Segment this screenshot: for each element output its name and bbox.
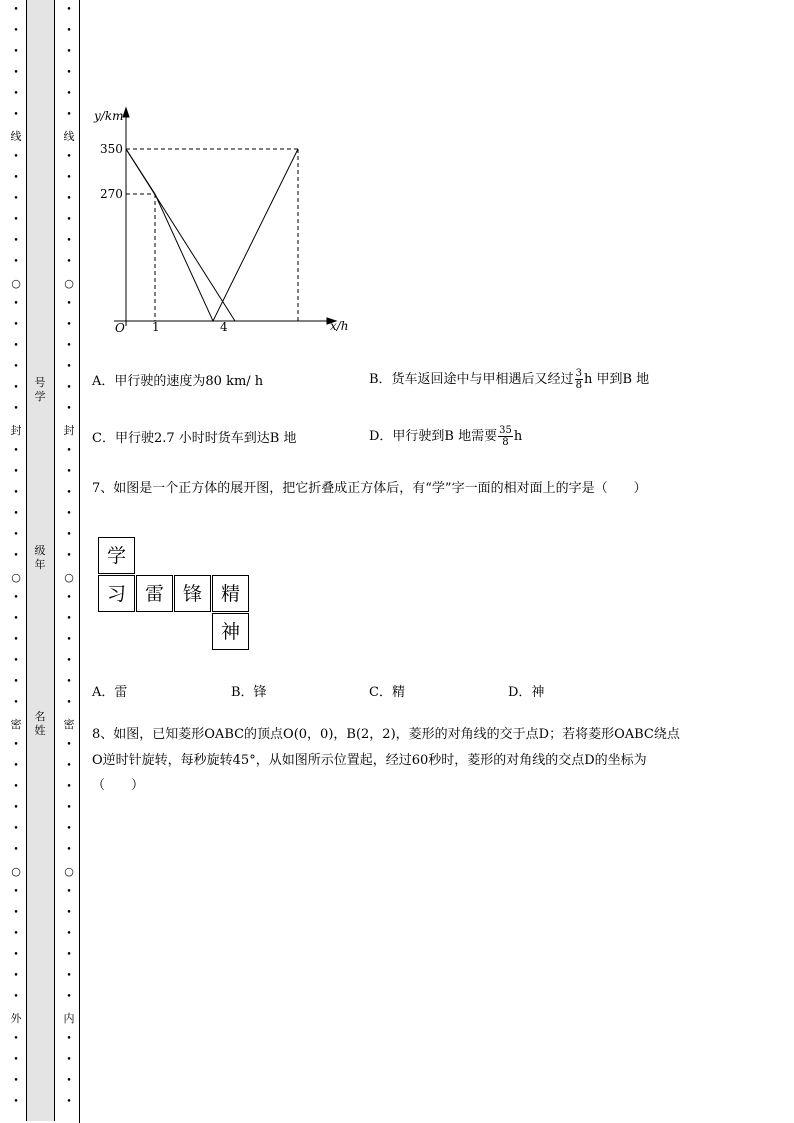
seal-dot: • bbox=[66, 677, 72, 687]
seal-dot: • bbox=[66, 26, 72, 36]
seal-dot: • bbox=[13, 530, 19, 540]
seal-dot: • bbox=[66, 992, 72, 1002]
seal-dot: • bbox=[13, 152, 19, 162]
q7-stem: 7、如图是一个正方体的展开图，把它折叠成正方体后，有“学”字一面的相对面上的字是（ ） bbox=[92, 481, 647, 496]
field-student-number: 号学 bbox=[34, 376, 46, 403]
seal-dot: • bbox=[66, 530, 72, 540]
q6-option-b bbox=[369, 368, 649, 391]
seal-dot: • bbox=[13, 299, 19, 309]
seal-dot: • bbox=[66, 215, 72, 225]
seal-dot: • bbox=[66, 299, 72, 309]
seal-dot: • bbox=[13, 362, 19, 372]
line-truck bbox=[126, 149, 298, 321]
cube-face-xue: 学 bbox=[98, 537, 135, 574]
seal-dot: • bbox=[13, 1097, 19, 1107]
q6-option-d-text: D．甲行驶到B 地需要 bbox=[369, 429, 498, 444]
seal-mark: 密 bbox=[63, 718, 75, 731]
cube-face-lei: 雷 bbox=[136, 575, 173, 612]
q6-option-b-fraction bbox=[575, 368, 583, 391]
seal-dot: • bbox=[13, 593, 19, 603]
y-tick-270: 270 bbox=[100, 187, 123, 201]
q6-option-d-numerator: 35 bbox=[499, 425, 512, 436]
seal-dot: • bbox=[66, 5, 72, 15]
seal-dot: • bbox=[66, 740, 72, 750]
seal-dot: • bbox=[66, 152, 72, 162]
seal-dot: • bbox=[13, 845, 19, 855]
seal-mark: ○ bbox=[11, 277, 21, 290]
seal-dot: • bbox=[13, 509, 19, 519]
seal-dot: • bbox=[66, 1097, 72, 1107]
seal-dot: • bbox=[13, 404, 19, 414]
seal-dot: • bbox=[66, 656, 72, 666]
seal-dot: • bbox=[66, 635, 72, 645]
q6-option-c: C．甲行驶2.7 小时时货车到达B 地 bbox=[92, 431, 297, 446]
seal-dot: • bbox=[13, 929, 19, 939]
q7-option-b: B．锋 bbox=[231, 685, 267, 700]
seal-dot: • bbox=[66, 383, 72, 393]
seal-dot: • bbox=[13, 740, 19, 750]
seal-mark: 封 bbox=[10, 424, 22, 437]
q8-answer-blank: （ ） bbox=[92, 778, 145, 793]
seal-dot: • bbox=[13, 236, 19, 246]
seal-dot: • bbox=[13, 467, 19, 477]
seal-dot: • bbox=[13, 551, 19, 561]
inner-seal-column bbox=[62, 0, 76, 1113]
seal-dot: • bbox=[13, 110, 19, 120]
x-tick-4: 4 bbox=[220, 320, 228, 334]
seal-dot: • bbox=[66, 89, 72, 99]
seal-dot: • bbox=[13, 257, 19, 267]
seal-dot: • bbox=[66, 404, 72, 414]
seal-dot: • bbox=[13, 656, 19, 666]
seal-dot: • bbox=[66, 362, 72, 372]
seal-dot: • bbox=[13, 68, 19, 78]
seal-dot: • bbox=[66, 803, 72, 813]
cube-face-feng: 锋 bbox=[174, 575, 211, 612]
seal-dot: • bbox=[66, 467, 72, 477]
seal-dot: • bbox=[13, 950, 19, 960]
seal-dot: • bbox=[66, 551, 72, 561]
q7-option-d: D．神 bbox=[508, 685, 545, 700]
seal-dot: • bbox=[13, 614, 19, 624]
seal-dot: • bbox=[13, 824, 19, 834]
seal-dot: • bbox=[66, 47, 72, 57]
seal-dot: • bbox=[66, 950, 72, 960]
q6-option-d bbox=[369, 425, 522, 448]
y-tick-350: 350 bbox=[100, 142, 123, 156]
seal-dot: • bbox=[13, 194, 19, 204]
cube-face-jing: 精 bbox=[212, 575, 249, 612]
q7-option-c: C．精 bbox=[369, 685, 405, 700]
seal-dot: • bbox=[66, 698, 72, 708]
seal-mark: 线 bbox=[63, 130, 75, 143]
margin-rule bbox=[79, 0, 80, 1123]
q6-option-d-denominator: 8 bbox=[502, 437, 509, 448]
seal-dot: • bbox=[13, 488, 19, 498]
seal-dot: • bbox=[66, 782, 72, 792]
q6-option-b-unit: h 甲到B 地 bbox=[583, 372, 650, 387]
seal-dot: • bbox=[66, 446, 72, 456]
seal-dot: • bbox=[13, 908, 19, 918]
seal-dot: • bbox=[13, 215, 19, 225]
distance-time-graph bbox=[90, 100, 360, 340]
seal-dot: • bbox=[13, 383, 19, 393]
outer-seal-column bbox=[9, 0, 23, 1113]
y-axis-arrow bbox=[123, 108, 129, 117]
seal-mark: 密 bbox=[10, 718, 22, 731]
seal-dot: • bbox=[66, 320, 72, 330]
seal-dot: • bbox=[66, 971, 72, 981]
seal-dot: • bbox=[13, 341, 19, 351]
seal-dot: • bbox=[66, 1055, 72, 1065]
x-tick-1: 1 bbox=[152, 320, 160, 334]
q6-option-b-text: B．货车返回途中与甲相遇后又经过 bbox=[369, 372, 574, 387]
seal-mark: 封 bbox=[63, 424, 75, 437]
field-grade: 级年 bbox=[34, 544, 46, 571]
seal-dot: • bbox=[66, 887, 72, 897]
cube-face-shen: 神 bbox=[212, 613, 249, 650]
q6-option-b-numerator: 3 bbox=[575, 368, 582, 379]
field-name: 名姓 bbox=[34, 710, 46, 737]
x-axis-label: x/h bbox=[330, 319, 349, 333]
origin-label: O bbox=[115, 321, 125, 335]
seal-mark: ○ bbox=[64, 571, 74, 584]
seal-dot: • bbox=[13, 761, 19, 771]
seal-mark: ○ bbox=[11, 865, 21, 878]
seal-dot: • bbox=[66, 173, 72, 183]
seal-dot: • bbox=[66, 257, 72, 267]
seal-dot: • bbox=[13, 1034, 19, 1044]
seal-dot: • bbox=[66, 761, 72, 771]
seal-mark: 外 bbox=[10, 1012, 22, 1025]
q8-stem-line1: 8、如图，已知菱形OABC的顶点O(0，0)，B(2，2)，菱形的对角线的交于点D；若将菱形OABC绕点 bbox=[92, 727, 680, 742]
seal-dot: • bbox=[13, 89, 19, 99]
seal-dot: • bbox=[13, 1055, 19, 1065]
seal-dot: • bbox=[13, 1076, 19, 1086]
q6-option-d-unit: h bbox=[513, 429, 523, 444]
seal-dot: • bbox=[13, 887, 19, 897]
q6-option-d-fraction bbox=[498, 425, 513, 448]
seal-dot: • bbox=[66, 1076, 72, 1086]
seal-dot: • bbox=[13, 446, 19, 456]
y-axis-label: y/km bbox=[94, 109, 124, 123]
seal-dot: • bbox=[66, 236, 72, 246]
seal-dot: • bbox=[13, 26, 19, 36]
q7-option-a: A．雷 bbox=[92, 685, 128, 700]
seal-dot: • bbox=[13, 782, 19, 792]
seal-dot: • bbox=[13, 803, 19, 813]
seal-dot: • bbox=[13, 320, 19, 330]
seal-dot: • bbox=[13, 173, 19, 183]
seal-mark: ○ bbox=[64, 865, 74, 878]
seal-mark: 线 bbox=[10, 130, 22, 143]
seal-mark: 内 bbox=[63, 1012, 75, 1025]
seal-dot: • bbox=[13, 47, 19, 57]
seal-dot: • bbox=[66, 488, 72, 498]
seal-dot: • bbox=[13, 971, 19, 981]
seal-dot: • bbox=[13, 698, 19, 708]
seal-dot: • bbox=[13, 5, 19, 15]
seal-dot: • bbox=[66, 614, 72, 624]
seal-dot: • bbox=[66, 824, 72, 834]
seal-mark: ○ bbox=[64, 277, 74, 290]
seal-dot: • bbox=[13, 677, 19, 687]
seal-dot: • bbox=[13, 635, 19, 645]
seal-dot: • bbox=[13, 992, 19, 1002]
q6-option-a: A．甲行驶的速度为80 km/ h bbox=[92, 374, 264, 389]
q6-option-b-denominator: 8 bbox=[575, 380, 582, 391]
seal-dot: • bbox=[66, 929, 72, 939]
seal-dot: • bbox=[66, 509, 72, 519]
seal-dot: • bbox=[66, 194, 72, 204]
cube-face-xi: 习 bbox=[98, 575, 135, 612]
seal-dot: • bbox=[66, 341, 72, 351]
seal-dot: • bbox=[66, 1034, 72, 1044]
seal-mark: ○ bbox=[11, 571, 21, 584]
seal-dot: • bbox=[66, 593, 72, 603]
seal-dot: • bbox=[66, 845, 72, 855]
q8-stem-line2: O逆时针旋转，每秒旋转45°，从如图所示位置起，经过60秒时，菱形的对角线的交点D的坐标为 bbox=[92, 753, 647, 768]
seal-dot: • bbox=[66, 68, 72, 78]
seal-dot: • bbox=[66, 908, 72, 918]
seal-dot: • bbox=[66, 110, 72, 120]
